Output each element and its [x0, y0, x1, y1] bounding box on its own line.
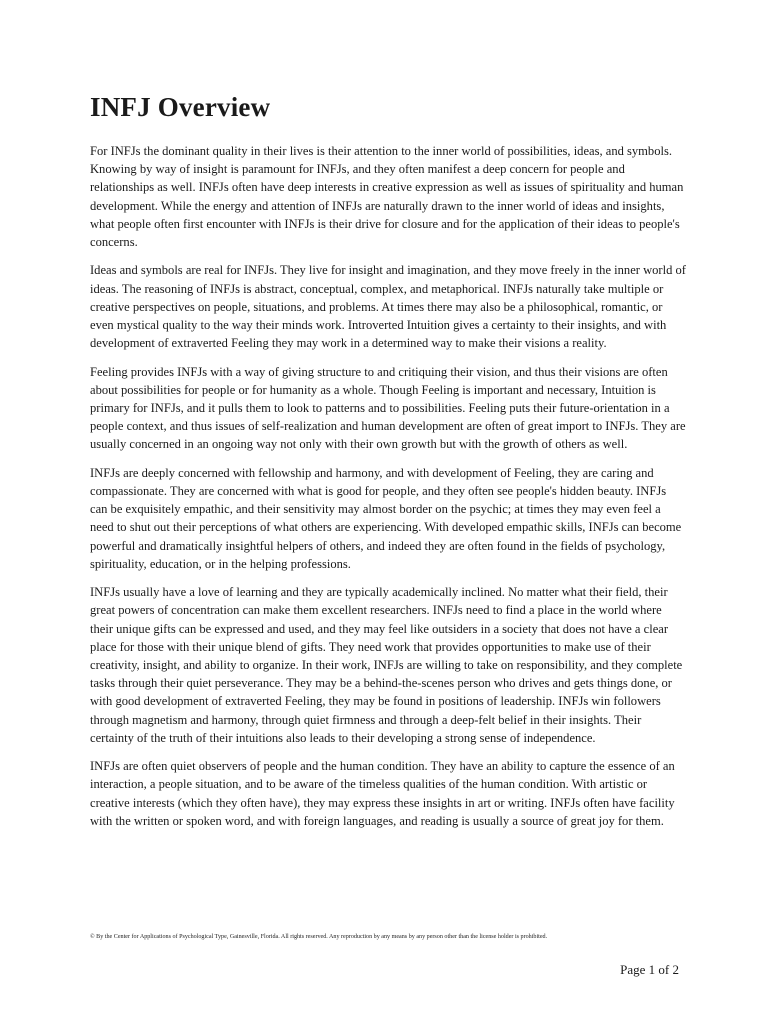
- paragraph-1: For INFJs the dominant quality in their lives is their attention to the inner world of possibilities, ideas, and symbols. Knowing by way of insight is paramount for INFJs, and they often manifest a deep concern for people and relationships as well. INFJs often have deep interests in creative expression as well as issues of spirituality and human development. While the energy and attention of INFJs are naturally drawn to the inner world of ideas and insights, what people often first encounter with INFJs is their drive for closure and for the application of their ideas to people's concerns.: [90, 144, 684, 250]
- paragraph-3: Feeling provides INFJs with a way of giving structure to and critiquing their vision, and thus their visions are often about possibilities for people or for humanity as a whole. Though Feeling is important and necessary, Intuition is primary for INFJs, and it pulls them to look to patterns and to possibilities. Feeling puts their future-orientation in a people context, and thus issues of self-realization and human development are often of great import to INFJs. They are usually concerned in an ongoing way not only with their own growth but with the growth of others as well.: [90, 364, 686, 452]
- document-title: INFJ Overview: [90, 92, 271, 122]
- paragraph-6: INFJs are often quiet observers of people and the human condition. They have an ability to capture the essence of an interaction, a people situation, and to be aware of the timeless qualities of the human condition. With artistic or creative interests (which they often have), they may express these insights in art or writing. INFJs often have facility with the written or spoken word, and with foreign languages, and reading is usually a source of great joy for them.: [90, 759, 675, 828]
- document-body: [90, 142, 686, 840]
- paragraph-5: INFJs usually have a love of learning and they are typically academically inclined. No matter what their field, their great powers of concentration can make them excellent researchers. INFJs need to find a place in the world where their unique gifts can be expressed and used, and they may feel like outsiders in a society that does not have a clear place for those with their unique blend of gifts. They need work that provides opportunities to make use of their creativity, insight, and ability to organize. In their work, INFJs are willing to take on responsibility, and they complete tasks through their quiet perseverance. They may be a behind-the-scenes person who drives and gets things done, or with good development of extraverted Feeling, they may be found in positions of leadership. INFJs win followers through magnetism and harmony, through quiet firmness and through a deep-felt belief in their insights. Their certainty of the truth of their intuitions also leads to their developing a strong sense of independence.: [90, 585, 683, 745]
- page-number: Page 1 of 2: [620, 962, 679, 977]
- copyright-notice: © By the Center for Applications of Psychological Type, Gainesville, Florida. All rights reserved. Any reproduction by any means by any person other than the license holder is prohibited.: [90, 934, 548, 940]
- paragraph-4: INFJs are deeply concerned with fellowship and harmony, and with development of Feeling, they are caring and compassionate. They are concerned with what is good for people, and they often see people's hidden beauty. INFJs can be exquisitely empathic, and their sensitivity may almost border on the psychic; at times they may even feel a need to shut out their perceptions of what others are experiencing. With developed empathic skills, INFJs can become powerful and dramatically insightful helpers of others, and indeed they are often found in the fields of psychology, spirituality, education, or in the helping professions.: [90, 465, 682, 571]
- paragraph-2: Ideas and symbols are real for INFJs. They live for insight and imagination, and they move freely in the inner world of ideas. The reasoning of INFJs is abstract, conceptual, complex, and metaphorical. INFJs naturally take multiple or creative perspectives on people, situations, and problems. At times there may also be a philosophical, romantic, or even mystical quality to the way their minds work. Introverted Intuition gives a certainty to their insights, and with development of extraverted Feeling they may work in a determined way to make their visions a reality.: [90, 263, 686, 351]
